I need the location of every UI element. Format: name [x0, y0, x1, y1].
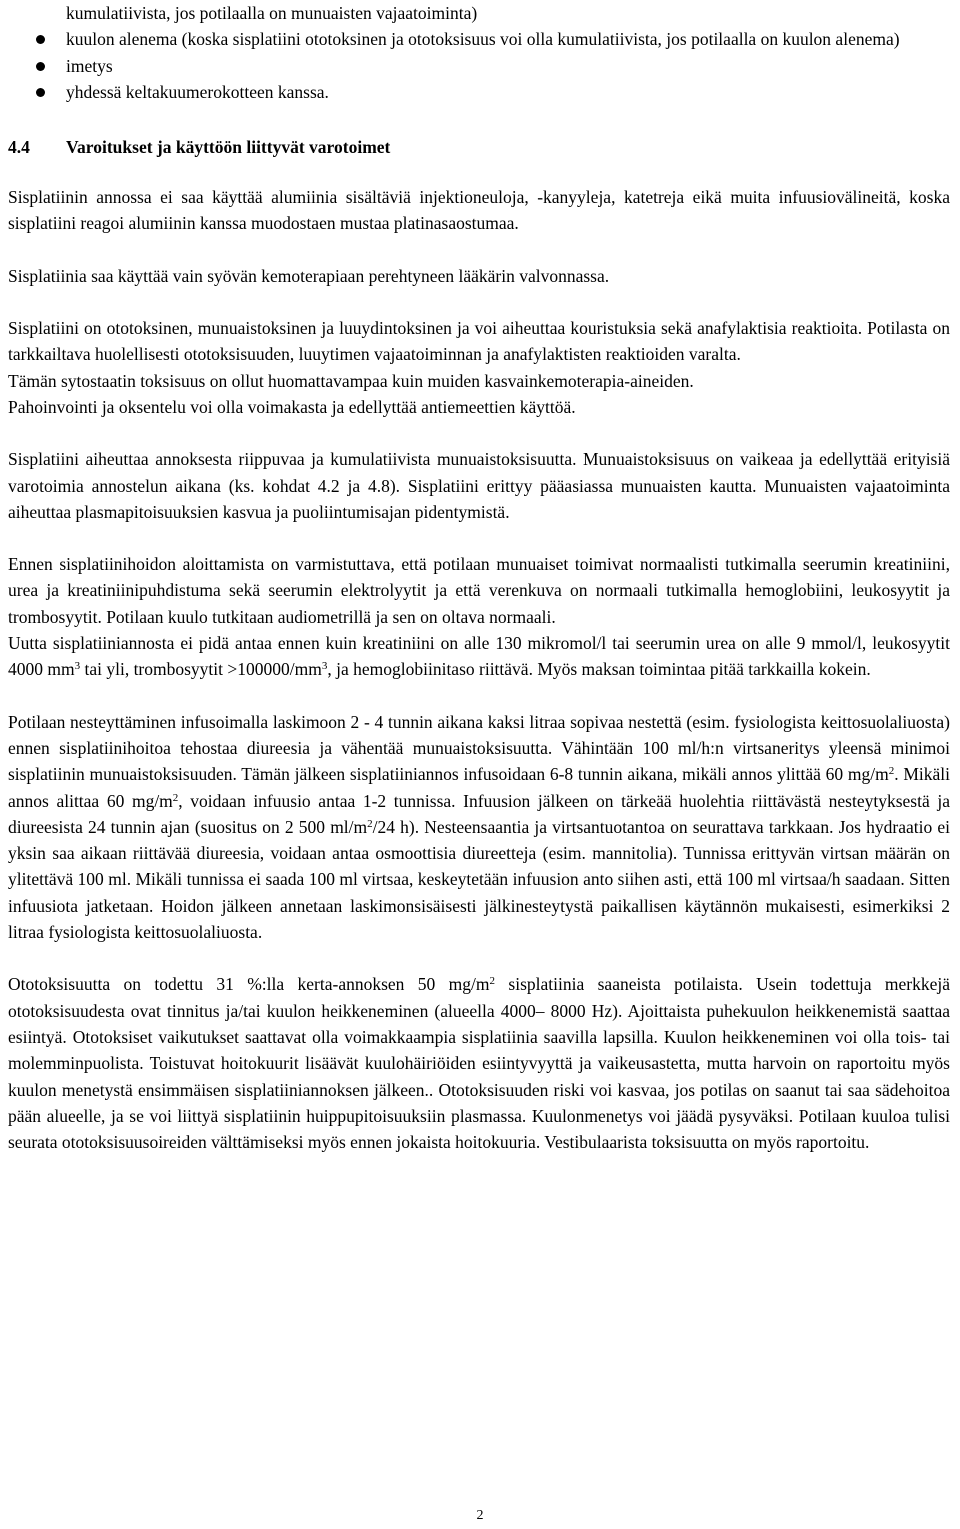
paragraph-nausea: Pahoinvointi ja oksentelu voi olla voimakasta ja edellyttää antiemeettien käyttöä. [8, 396, 576, 417]
document-page [8, 0, 950, 1155]
paragraph-ototoxicity: Ototoksisuutta on todettu 31 %:lla kerta-annoksen 50 $mg/m^2$ sisplatiinia saaneista potilaista. Usein todettuja merkkejä ototoksisuudesta ovat tinnitus ja/tai kuulon heikkeneminen (alueella 4000– 8000 Hz). Ajoittaista puhekuulon heikkenemistä saattaa esiintyä. Ototoksiset vaikutukset saattavat olla voimakkaampia sisplatiinia saavilla lapsilla. Kuulon heikkeneminen voi olla tois- tai molemminpuolista. Toistuvat hoitokuurit lisäävät kuulohäiriöiden esiintyvyyttä ja vaikeusastetta, mutta harvoin on raportoitu myös kuulon menetystä ensimmäisen sisplatiiniannoksen jälkeen.. Ototoksisuuden riski voi kasvaa, jos potilas on saanut tai saa sädehoitoa pään alueelle, ja se voi liittyä sisplatiinin huippupitoisuuksiin plasmassa. Kuulonmenetys voi jäädä pysyväksi. Potilaan kuuloa tulisi seurata ototoksisuusoireiden välttämiseksi myös ennen jokaista hoitokuuria. Vestibulaarista toksisuutta on myös raportoitu. [8, 974, 951, 1153]
paragraph-toxicity: Sisplatiini on ototoksinen, munuaistoksinen ja luuydintoksinen ja voi aiheuttaa kouristuksia sekä anafylaktisia reaktioita. Potilasta on tarkkailtava huolellisesti ototoksisuuden, luuytimen vajaatoiminnan ja anafylaktisten reaktioiden varalta. [8, 318, 950, 365]
contraindication-list [8, 26, 950, 105]
page-number: 2 [476, 1508, 484, 1523]
list-continuation: kumulatiivista, jos potilaalla on munuaisten vajaatoiminta) [66, 3, 478, 23]
paragraph-cytostatic: Tämän sytostaatin toksisuus on ollut huomattavampaa kuin muiden kasvainkemoterapia-aineiden. [8, 370, 694, 391]
paragraph-supervision: Sisplatiinia saa käyttää vain syövän kemoterapiaan perehtyneen lääkärin valvonnassa. [8, 265, 610, 286]
paragraph-aluminium: Sisplatiinin annossa ei saa käyttää alumiinia sisältäviä injektioneuloja, -kanyyleja, katetreja eikä muita infuusiovälineitä, koska sisplatiini reagoi alumiinin kanssa muodostaen mustaa platinasaostumaa. [8, 187, 950, 234]
bullet-icon [36, 35, 45, 44]
bullet-icon [36, 62, 45, 71]
list-item: kuulon alenema (koska sisplatiini ototoksinen ja ototoksisuus voi olla kumulatiivista, jos potilaalla on kuulon alenema) [8, 26, 950, 52]
paragraph-pretreatment: Ennen sisplatiinihoidon aloittamista on varmistuttava, että potilaan munuaiset toimivat normaalisti tutkimalla seerumin kreatiniini, urea ja kreatiniinipuhdistuma sekä seerumin elektrolyytit ja että verenkuva on normaali tutkimalla hemoglobiini, leukosyytit ja trombosyytit. Potilaan kuulo tutkitaan audiometrillä ja sen on oltava normaali. [8, 554, 950, 627]
list-item: imetys [8, 53, 950, 79]
paragraph-hydration: Potilaan nesteyttäminen infusoimalla laskimoon 2 - 4 tunnin aikana kaksi litraa sopivaa nestettä (esim. fysiologista keittosuolaliuosta) ennen sisplatiinihoitoa tehostaa diureesia ja vähentää munuaistoksisuutta. Vähintään 100 ml/h:n virtsaneritys yleensä minimoi sisplatiinin munuaistoksisuuden. Tämän jälkeen sisplatiiniannos infusoidaan 6-8 tunnin aikana, mikäli annos ylittää 60 $mg/m^2$. Mikäli annos alittaa 60 $mg/m^2$, voidaan infuusio antaa 1-2 tunnissa. Infuusion jälkeen on tärkeää huolehtia riittävästä nesteytyksestä ja diureesista 24 tunnin ajan (suositus on 2 500 $ml/m^2/24$ h). Nesteensaantia ja virtsantuotantoa on seurattava tarkkaan. Jos hydraatio ei yksin saa aikaan riittävää diureesia, voidaan antaa osmoottisia diureetteja (esim. mannitolia). Tunnissa erittyvän virtsan määrän on ylitettävä 100 ml. Mikäli tunnissa ei saada 100 ml virtsaa, keskeytetään infuusion anto siihen asti, että 100 ml virtsaa/h saadaan. Sitten infuusiota jatketaan. Hoidon jälkeen annetaan laskimonsisäisesti jälkinesteytystä paikallisen käytännön mukaisesti, esimerkiksi 2 litraa fysiologista keittosuolaliuosta. [8, 711, 951, 943]
list-item: yhdessä keltakuumerokotteen kanssa. [8, 79, 950, 105]
paragraph-new-dose: Uutta sisplatiiniannosta ei pidä antaa ennen kuin kreatiniini on alle 130 mikromol/l tai seerumin urea on alle 9 mmol/l, leukosyytit 4000 $mm^3$ tai yli, trombosyytit $>100000/mm^3$, ja hemoglobiinitaso riittävä. Myös maksan toimintaa pitää tarkkailla kokein. [8, 633, 950, 680]
bullet-icon [36, 88, 45, 97]
section-title: Varoitukset ja käyttöön liittyvät varotoimet [66, 137, 391, 158]
section-number: 4.4 [8, 137, 30, 158]
section-heading [8, 134, 950, 160]
paragraph-nephrotoxicity: Sisplatiini aiheuttaa annoksesta riippuvaa ja kumulatiivista munuaistoksisuutta. Munuaistoksisuus on vaikeaa ja edellyttää erityisiä varotoimia annostelun aikana (ks. kohdat 4.2 ja 4.8). Sisplatiini erittyy pääasiassa munuaisten kautta. Munuaisten vajaatoiminta aiheuttaa plasmapitoisuuksien kasvua ja puoliintumisajan pidentymistä. [8, 449, 950, 522]
